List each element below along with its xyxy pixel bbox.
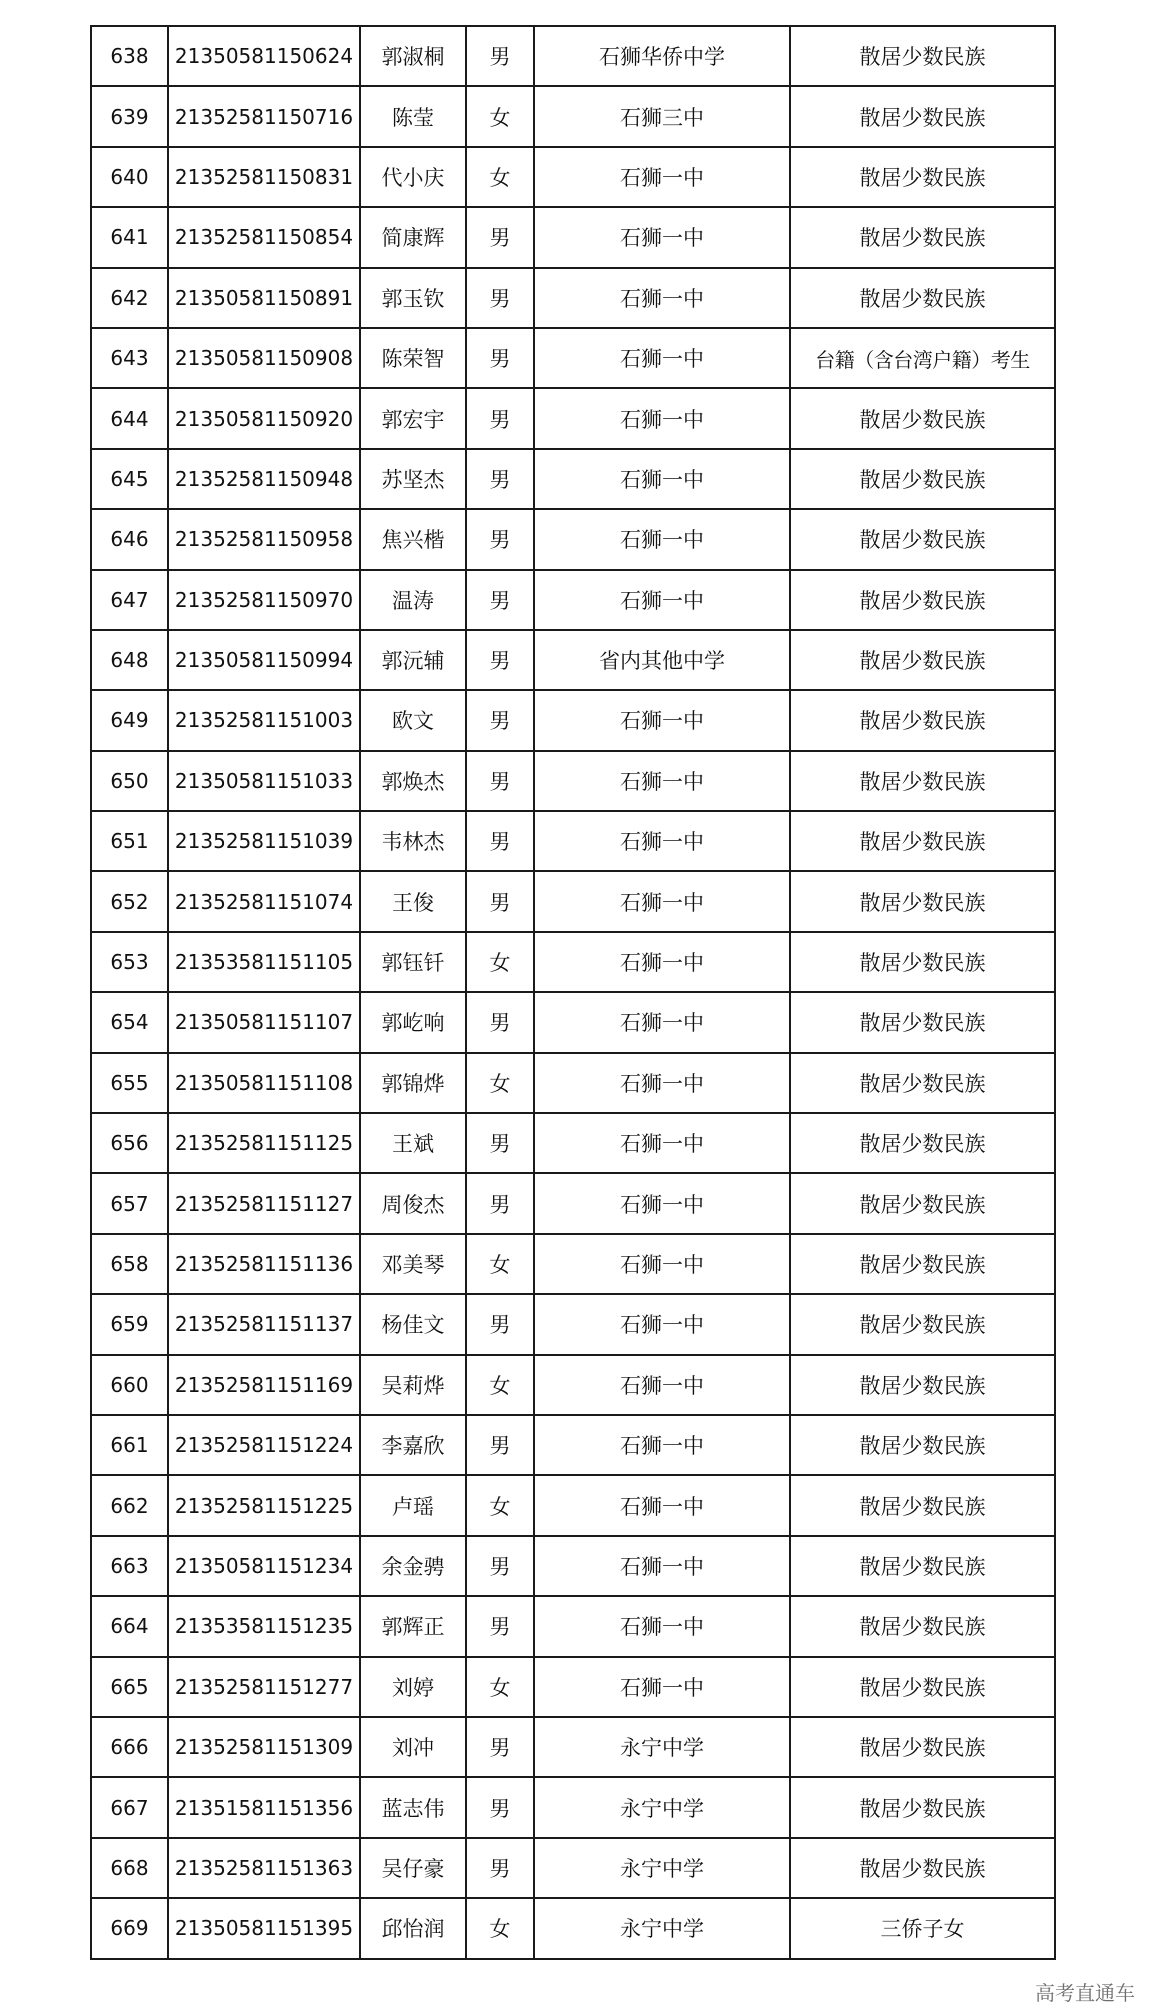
row-number-cell: 654	[91, 992, 168, 1052]
row-number-cell: 668	[91, 1838, 168, 1898]
category-cell: 散居少数民族	[790, 1536, 1055, 1596]
student-name-cell: 余金骋	[360, 1536, 466, 1596]
table-row	[91, 1838, 1055, 1898]
gender-cell: 女	[466, 1053, 534, 1113]
table-row	[91, 86, 1055, 146]
student-name-cell: 刘冲	[360, 1717, 466, 1777]
gender-cell: 男	[466, 328, 534, 388]
exam-id-cell: 21350581151033	[168, 751, 360, 811]
category-cell: 散居少数民族	[790, 1173, 1055, 1233]
table-row	[91, 1294, 1055, 1354]
exam-id-cell: 21350581150891	[168, 268, 360, 328]
school-cell: 省内其他中学	[534, 630, 790, 690]
school-cell: 石狮一中	[534, 992, 790, 1052]
gender-cell: 男	[466, 811, 534, 871]
row-number-cell: 666	[91, 1717, 168, 1777]
school-cell: 石狮一中	[534, 1053, 790, 1113]
exam-id-cell: 21350581150920	[168, 388, 360, 448]
gender-cell: 男	[466, 268, 534, 328]
exam-id-cell: 21352581151136	[168, 1234, 360, 1294]
category-cell: 散居少数民族	[790, 509, 1055, 569]
student-name-cell: 郭沅辅	[360, 630, 466, 690]
gender-cell: 男	[466, 992, 534, 1052]
category-cell: 散居少数民族	[790, 1657, 1055, 1717]
gender-cell: 男	[466, 690, 534, 750]
category-cell: 散居少数民族	[790, 147, 1055, 207]
gender-cell: 女	[466, 1234, 534, 1294]
school-cell: 石狮一中	[534, 570, 790, 630]
student-name-cell: 焦兴楷	[360, 509, 466, 569]
student-name-cell: 郭宏宇	[360, 388, 466, 448]
school-cell: 石狮一中	[534, 388, 790, 448]
exam-id-cell: 21352581150958	[168, 509, 360, 569]
gender-cell: 女	[466, 147, 534, 207]
exam-id-cell: 21352581151137	[168, 1294, 360, 1354]
gender-cell: 男	[466, 751, 534, 811]
exam-id-cell: 21352581151169	[168, 1355, 360, 1415]
gender-cell: 女	[466, 1898, 534, 1958]
student-name-cell: 郭锦烨	[360, 1053, 466, 1113]
category-cell: 散居少数民族	[790, 630, 1055, 690]
gender-cell: 男	[466, 1294, 534, 1354]
table-row	[91, 1596, 1055, 1656]
row-number-cell: 651	[91, 811, 168, 871]
school-cell: 石狮一中	[534, 690, 790, 750]
exam-id-cell: 21350581151107	[168, 992, 360, 1052]
roster-body	[91, 26, 1055, 1959]
table-row	[91, 1173, 1055, 1233]
student-name-cell: 周俊杰	[360, 1173, 466, 1233]
category-cell: 散居少数民族	[790, 1294, 1055, 1354]
table-row	[91, 811, 1055, 871]
student-roster-table	[90, 25, 1056, 1960]
row-number-cell: 649	[91, 690, 168, 750]
exam-id-cell: 21352581151224	[168, 1415, 360, 1475]
school-cell: 石狮一中	[534, 509, 790, 569]
gender-cell: 男	[466, 207, 534, 267]
student-name-cell: 邱怡润	[360, 1898, 466, 1958]
table-row	[91, 1657, 1055, 1717]
row-number-cell: 656	[91, 1113, 168, 1173]
table-row	[91, 992, 1055, 1052]
school-cell: 石狮一中	[534, 1113, 790, 1173]
student-name-cell: 郭辉正	[360, 1596, 466, 1656]
student-name-cell: 代小庆	[360, 147, 466, 207]
category-cell: 散居少数民族	[790, 690, 1055, 750]
category-cell: 散居少数民族	[790, 1777, 1055, 1837]
student-name-cell: 郭玉钦	[360, 268, 466, 328]
exam-id-cell: 21352581151127	[168, 1173, 360, 1233]
school-cell: 石狮一中	[534, 932, 790, 992]
gender-cell: 男	[466, 26, 534, 86]
student-name-cell: 韦林杰	[360, 811, 466, 871]
school-cell: 永宁中学	[534, 1838, 790, 1898]
table-row	[91, 328, 1055, 388]
row-number-cell: 643	[91, 328, 168, 388]
table-row	[91, 1777, 1055, 1837]
exam-id-cell: 21352581150948	[168, 449, 360, 509]
category-cell: 散居少数民族	[790, 1596, 1055, 1656]
category-cell: 散居少数民族	[790, 992, 1055, 1052]
gender-cell: 男	[466, 1596, 534, 1656]
student-name-cell: 吴仔豪	[360, 1838, 466, 1898]
student-name-cell: 温涛	[360, 570, 466, 630]
category-cell: 散居少数民族	[790, 1717, 1055, 1777]
category-cell: 散居少数民族	[790, 1053, 1055, 1113]
exam-id-cell: 21352581151074	[168, 871, 360, 931]
table-row	[91, 1898, 1055, 1958]
student-name-cell: 卢瑶	[360, 1475, 466, 1535]
row-number-cell: 662	[91, 1475, 168, 1535]
row-number-cell: 655	[91, 1053, 168, 1113]
row-number-cell: 642	[91, 268, 168, 328]
exam-id-cell: 21352581151003	[168, 690, 360, 750]
row-number-cell: 652	[91, 871, 168, 931]
student-name-cell: 李嘉欣	[360, 1415, 466, 1475]
source-watermark: 高考直通车	[1035, 1981, 1135, 2005]
student-name-cell: 欧文	[360, 690, 466, 750]
table-row	[91, 1415, 1055, 1475]
gender-cell: 男	[466, 388, 534, 448]
school-cell: 石狮一中	[534, 1475, 790, 1535]
category-cell: 散居少数民族	[790, 1234, 1055, 1294]
school-cell: 石狮一中	[534, 1173, 790, 1233]
gender-cell: 女	[466, 932, 534, 992]
gender-cell: 女	[466, 1657, 534, 1717]
table-row	[91, 207, 1055, 267]
category-cell: 散居少数民族	[790, 268, 1055, 328]
table-row	[91, 1475, 1055, 1535]
category-cell: 散居少数民族	[790, 26, 1055, 86]
exam-id-cell: 21352581151039	[168, 811, 360, 871]
row-number-cell: 639	[91, 86, 168, 146]
exam-id-cell: 21350581151108	[168, 1053, 360, 1113]
category-cell: 散居少数民族	[790, 388, 1055, 448]
row-number-cell: 659	[91, 1294, 168, 1354]
student-name-cell: 刘婷	[360, 1657, 466, 1717]
row-number-cell: 650	[91, 751, 168, 811]
table-row	[91, 509, 1055, 569]
category-cell: 散居少数民族	[790, 86, 1055, 146]
category-cell: 散居少数民族	[790, 1838, 1055, 1898]
row-number-cell: 638	[91, 26, 168, 86]
gender-cell: 男	[466, 509, 534, 569]
school-cell: 石狮一中	[534, 268, 790, 328]
student-name-cell: 蓝志伟	[360, 1777, 466, 1837]
table-row	[91, 1234, 1055, 1294]
category-cell: 台籍（含台湾户籍）考生	[790, 328, 1055, 388]
gender-cell: 男	[466, 630, 534, 690]
school-cell: 石狮一中	[534, 871, 790, 931]
student-name-cell: 郭焕杰	[360, 751, 466, 811]
student-name-cell: 简康辉	[360, 207, 466, 267]
table-row	[91, 268, 1055, 328]
table-row	[91, 26, 1055, 86]
school-cell: 石狮三中	[534, 86, 790, 146]
gender-cell: 男	[466, 1113, 534, 1173]
exam-id-cell: 21352581151309	[168, 1717, 360, 1777]
exam-id-cell: 21353581151105	[168, 932, 360, 992]
school-cell: 石狮一中	[534, 1536, 790, 1596]
school-cell: 石狮一中	[534, 751, 790, 811]
school-cell: 石狮一中	[534, 328, 790, 388]
student-name-cell: 陈莹	[360, 86, 466, 146]
exam-id-cell: 21350581150908	[168, 328, 360, 388]
table-row	[91, 1717, 1055, 1777]
row-number-cell: 657	[91, 1173, 168, 1233]
row-number-cell: 646	[91, 509, 168, 569]
exam-id-cell: 21352581151363	[168, 1838, 360, 1898]
table-row	[91, 871, 1055, 931]
student-name-cell: 王俊	[360, 871, 466, 931]
school-cell: 永宁中学	[534, 1898, 790, 1958]
student-name-cell: 郭屹响	[360, 992, 466, 1052]
row-number-cell: 648	[91, 630, 168, 690]
category-cell: 散居少数民族	[790, 751, 1055, 811]
exam-id-cell: 21353581151235	[168, 1596, 360, 1656]
table-row	[91, 570, 1055, 630]
gender-cell: 女	[466, 1355, 534, 1415]
row-number-cell: 647	[91, 570, 168, 630]
category-cell: 散居少数民族	[790, 1355, 1055, 1415]
gender-cell: 男	[466, 1717, 534, 1777]
school-cell: 石狮一中	[534, 1355, 790, 1415]
school-cell: 石狮华侨中学	[534, 26, 790, 86]
table-row	[91, 690, 1055, 750]
exam-id-cell: 21352581151277	[168, 1657, 360, 1717]
row-number-cell: 641	[91, 207, 168, 267]
exam-id-cell: 21351581151356	[168, 1777, 360, 1837]
row-number-cell: 653	[91, 932, 168, 992]
row-number-cell: 669	[91, 1898, 168, 1958]
table-row	[91, 1053, 1055, 1113]
gender-cell: 男	[466, 1536, 534, 1596]
exam-id-cell: 21352581150716	[168, 86, 360, 146]
category-cell: 散居少数民族	[790, 871, 1055, 931]
gender-cell: 男	[466, 1415, 534, 1475]
gender-cell: 女	[466, 1475, 534, 1535]
exam-id-cell: 21350581150624	[168, 26, 360, 86]
school-cell: 石狮一中	[534, 207, 790, 267]
exam-id-cell: 21350581151395	[168, 1898, 360, 1958]
category-cell: 散居少数民族	[790, 449, 1055, 509]
table-row	[91, 932, 1055, 992]
row-number-cell: 640	[91, 147, 168, 207]
row-number-cell: 660	[91, 1355, 168, 1415]
exam-id-cell: 21352581151225	[168, 1475, 360, 1535]
student-name-cell: 郭淑桐	[360, 26, 466, 86]
exam-id-cell: 21352581151125	[168, 1113, 360, 1173]
table-row	[91, 1536, 1055, 1596]
exam-id-cell: 21352581150831	[168, 147, 360, 207]
student-name-cell: 陈荣智	[360, 328, 466, 388]
category-cell: 三侨子女	[790, 1898, 1055, 1958]
row-number-cell: 664	[91, 1596, 168, 1656]
category-cell: 散居少数民族	[790, 570, 1055, 630]
student-name-cell: 吴莉烨	[360, 1355, 466, 1415]
school-cell: 石狮一中	[534, 1234, 790, 1294]
table-row	[91, 1113, 1055, 1173]
table-row	[91, 449, 1055, 509]
category-cell: 散居少数民族	[790, 811, 1055, 871]
student-name-cell: 郭钰钎	[360, 932, 466, 992]
row-number-cell: 661	[91, 1415, 168, 1475]
category-cell: 散居少数民族	[790, 1415, 1055, 1475]
gender-cell: 男	[466, 570, 534, 630]
gender-cell: 男	[466, 449, 534, 509]
student-name-cell: 杨佳文	[360, 1294, 466, 1354]
row-number-cell: 665	[91, 1657, 168, 1717]
roster-sheet	[90, 25, 1056, 1960]
row-number-cell: 658	[91, 1234, 168, 1294]
gender-cell: 男	[466, 1173, 534, 1233]
category-cell: 散居少数民族	[790, 1475, 1055, 1535]
category-cell: 散居少数民族	[790, 207, 1055, 267]
school-cell: 石狮一中	[534, 811, 790, 871]
gender-cell: 男	[466, 1777, 534, 1837]
exam-id-cell: 21350581151234	[168, 1536, 360, 1596]
exam-id-cell: 21350581150994	[168, 630, 360, 690]
table-row	[91, 147, 1055, 207]
table-row	[91, 630, 1055, 690]
category-cell: 散居少数民族	[790, 932, 1055, 992]
table-row	[91, 1355, 1055, 1415]
school-cell: 石狮一中	[534, 1657, 790, 1717]
school-cell: 石狮一中	[534, 1415, 790, 1475]
gender-cell: 男	[466, 871, 534, 931]
school-cell: 永宁中学	[534, 1777, 790, 1837]
table-row	[91, 751, 1055, 811]
row-number-cell: 645	[91, 449, 168, 509]
school-cell: 石狮一中	[534, 1294, 790, 1354]
row-number-cell: 644	[91, 388, 168, 448]
school-cell: 永宁中学	[534, 1717, 790, 1777]
school-cell: 石狮一中	[534, 147, 790, 207]
exam-id-cell: 21352581150970	[168, 570, 360, 630]
student-name-cell: 苏坚杰	[360, 449, 466, 509]
exam-id-cell: 21352581150854	[168, 207, 360, 267]
student-name-cell: 邓美琴	[360, 1234, 466, 1294]
school-cell: 石狮一中	[534, 449, 790, 509]
row-number-cell: 667	[91, 1777, 168, 1837]
student-name-cell: 王斌	[360, 1113, 466, 1173]
category-cell: 散居少数民族	[790, 1113, 1055, 1173]
table-row	[91, 388, 1055, 448]
gender-cell: 男	[466, 1838, 534, 1898]
row-number-cell: 663	[91, 1536, 168, 1596]
school-cell: 石狮一中	[534, 1596, 790, 1656]
gender-cell: 女	[466, 86, 534, 146]
